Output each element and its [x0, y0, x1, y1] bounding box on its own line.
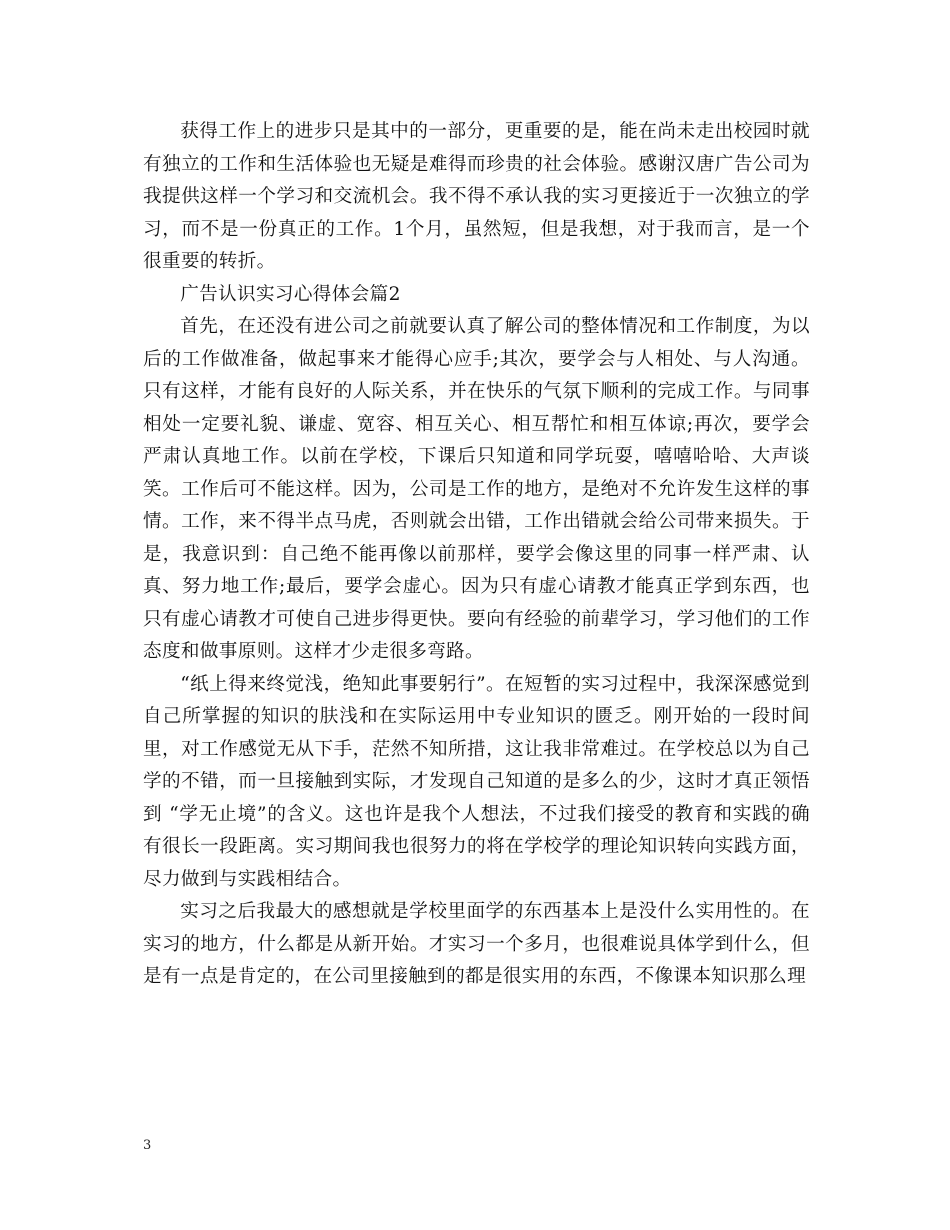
paragraph-3: “纸上得来终觉浅，绝知此事要躬行”。在短暂的实习过程中，我深深感觉到自己所掌握的知识的肤浅和在实际运用中专业知识的匮乏。刚开始的一段时间里，对工作感觉无从下手，茫然不知所措，这让我非常难过。在学校总以为自己学的不错，而一旦接触到实际，才发现自己知道的是多么的少，这时才真正领悟到 “学无止境”的含义。这也许是我个人想法，不过我们接受的教育和实践的确有很长一段距离。实习期间我也很努力的将在学校学的理论知识转向实践方面，尽力做到与实践相结合。 — [143, 673, 810, 890]
paragraph-2: 首先，在还没有进公司之前就要认真了解公司的整体情况和工作制度，为以后的工作做准备，做起事来才能得心应手;其次，要学会与人相处、与人沟通。只有这样，才能有良好的人际关系，并在快乐的气氛下顺利的完成工作。与同事相处一定要礼貌、谦虚、宽容、相互关心、相互帮忙和相互体谅;再次，要学会严肃认真地工作。以前在学校，下课后只知道和同学玩耍，嘻嘻哈哈、大声谈笑。工作后可不能这样。因为，公司是工作的地方，是绝对不允许发生这样的事情。工作，来不得半点马虎，否则就会出错，工作出错就会给公司带来损失。于是，我意识到：自己绝不能再像以前那样，要学会像这里的同事一样严肃、认真、努力地工作;最后，要学会虚心。因为只有虚心请教才能真正学到东西，也只有虚心请教才可使自己进步得更快。要向有经验的前辈学习，学习他们的工作态度和做事原则。这样才少走很多弯路。 — [143, 316, 810, 662]
section-heading: 广告认识实习心得体会篇2 — [180, 283, 401, 305]
page-number: 3 — [143, 1138, 152, 1153]
document-body — [143, 116, 810, 994]
paragraph-4: 实习之后我最大的感想就是学校里面学的东西基本上是没什么实用性的。在实习的地方，什么都是从新开始。才实习一个多月，也很难说具体学到什么，但是有一点是肯定的，在公司里接触到的都是很实用的东西，不像课本知识那么理 — [143, 901, 810, 987]
paragraph-1: 获得工作上的进步只是其中的一部分，更重要的是，能在尚未走出校园时就有独立的工作和生活体验也无疑是难得而珍贵的社会体验。感谢汉唐广告公司为我提供这样一个学习和交流机会。我不得不承认我的实习更接近于一次独立的学习，而不是一份真正的工作。1个月，虽然短，但是我想，对于我而言，是一个很重要的转折。 — [143, 121, 810, 272]
